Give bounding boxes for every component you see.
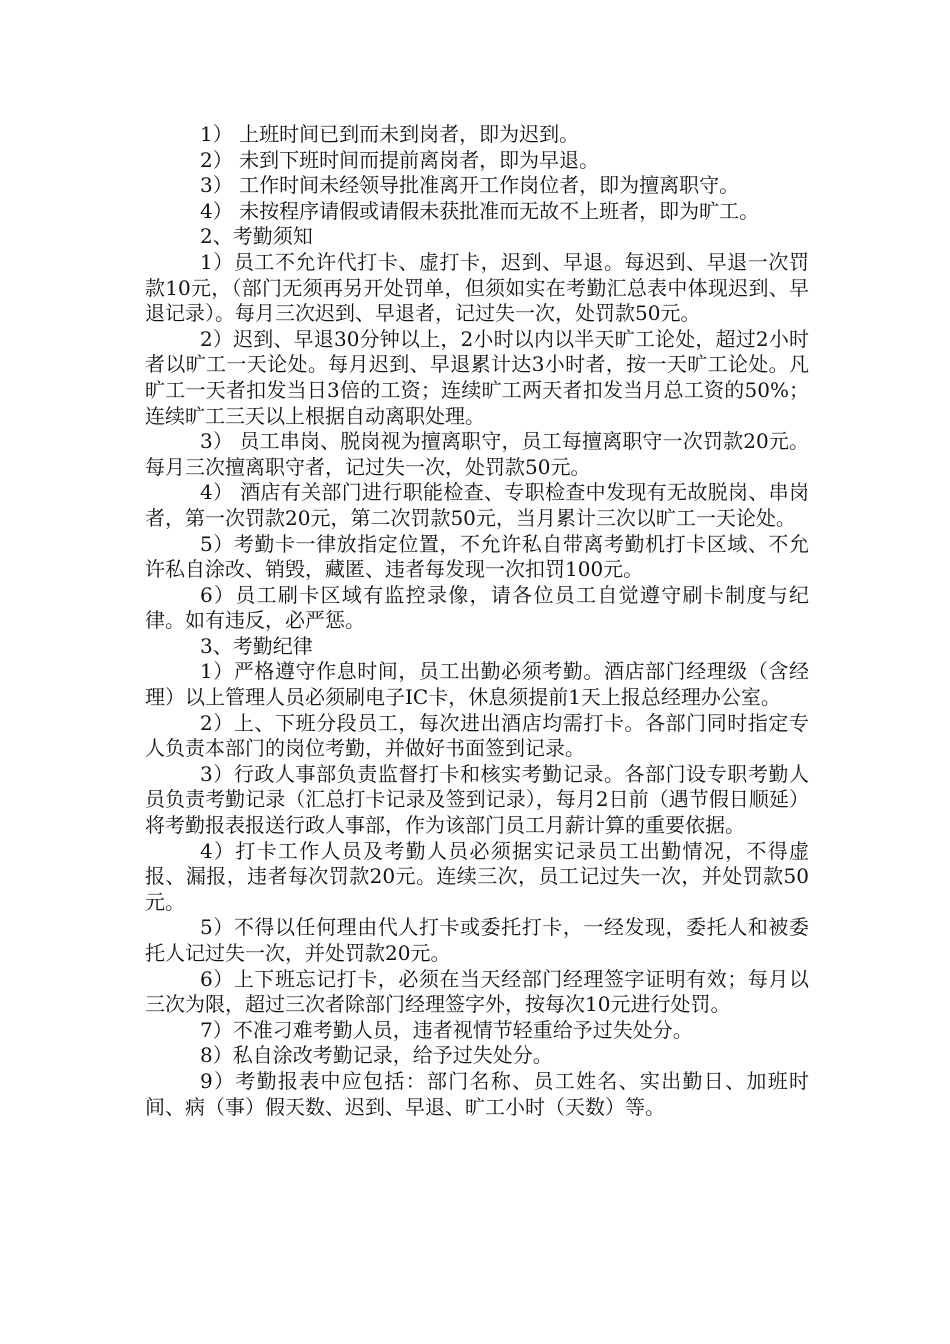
section-heading-attendance-discipline: 3、考勤纪律	[200, 633, 313, 658]
discipline-item-3: 3）行政人事部负责监督打卡和核实考勤记录。各部门设专职考勤人员负责考勤记录（汇总打卡记录及签到记录），每月2日前（遇节假日顺延）将考勤报表报送行政人事部，作为该部门员工月薪计算的重要依据。	[145, 761, 809, 838]
discipline-item-6: 6）上下班忘记打卡，必须在当天经部门经理签字证明有效；每月以三次为限，超过三次者除部门经理签字外，按每次10元进行处罚。	[145, 966, 809, 1017]
section-heading-attendance-notice: 2、考勤须知	[200, 224, 313, 249]
discipline-item-2: 2）上、下班分段员工，每次进出酒店均需打卡。各部门同时指定专人负责本部门的岗位考勤，并做好书面签到记录。	[145, 710, 809, 761]
notice-item-6: 6）员工刷卡区域有监控录像，请各位员工自觉遵守刷卡制度与纪律。如有违反，必严惩。	[145, 582, 809, 633]
discipline-item-7: 7）不准刁难考勤人员，违者视情节轻重给予过失处分。	[200, 1017, 693, 1042]
rule-absence-definition: 4） 未按程序请假或请假未获批准而无故不上班者，即为旷工。	[200, 198, 760, 223]
rule-late-definition: 1） 上班时间已到而未到岗者，即为迟到。	[200, 122, 580, 146]
notice-item-1: 1）员工不允许代打卡、虚打卡，迟到、早退。每迟到、早退一次罚款10元，（部门无须再另开处罚单，但须如实在考勤汇总表中体现迟到、早退记录）。每月三次迟到、早退者，记过失一次，处罚款50元。	[145, 249, 809, 326]
notice-item-5: 5）考勤卡一律放指定位置，不允许私自带离考勤机打卡区域、不允许私自涂改、销毁，藏匿、违者每发现一次扣罚100元。	[145, 531, 809, 582]
notice-item-3: 3） 员工串岗、脱岗视为擅离职守，员工每擅离职守一次罚款20元。每月三次擅离职守者，记过失一次，处罚款50元。	[145, 429, 809, 479]
rule-early-leave-definition: 2） 未到下班时间而提前离岗者，即为早退。	[200, 147, 600, 172]
notice-item-2: 2）迟到、早退30分钟以上，2小时以内以半天旷工论处，超过2小时者以旷工一天论处。每月迟到、早退累计达3小时者，按一天旷工论处。凡旷工一天者扣发当日3倍的工资；连续旷工两天者扣发当月总工资的50%；连续旷工三天以上根据自动离职处理。	[145, 326, 809, 428]
discipline-item-4: 4）打卡工作人员及考勤人员必须据实记录员工出勤情况，不得虚报、漏报，违者每次罚款20元。连续三次，员工记过失一次，并处罚款50元。	[145, 838, 809, 914]
rule-leaving-post-definition: 3） 工作时间未经领导批准离开工作岗位者，即为擅离职守。	[200, 173, 740, 198]
discipline-item-5: 5）不得以任何理由代人打卡或委托打卡，一经发现，委托人和被委托人记过失一次，并处罚款20元。	[145, 915, 809, 965]
discipline-item-1: 1）严格遵守作息时间，员工出勤必须考勤。酒店部门经理级（含经理）以上管理人员必须刷电子IC卡，休息须提前1天上报总经理办公室。	[145, 659, 809, 710]
discipline-item-8: 8）私自涂改考勤记录，给予过失处分。	[200, 1043, 553, 1068]
document-body	[145, 122, 809, 1120]
discipline-item-9: 9）考勤报表中应包括：部门名称、员工姓名、实出勤日、加班时间、病（事）假天数、迟到、早退、旷工小时（天数）等。	[145, 1068, 809, 1119]
notice-item-4: 4） 酒店有关部门进行职能检查、专职检查中发现有无故脱岗、串岗者，第一次罚款20元，第二次罚款50元，当月累计三次以旷工一天论处。	[145, 480, 809, 530]
